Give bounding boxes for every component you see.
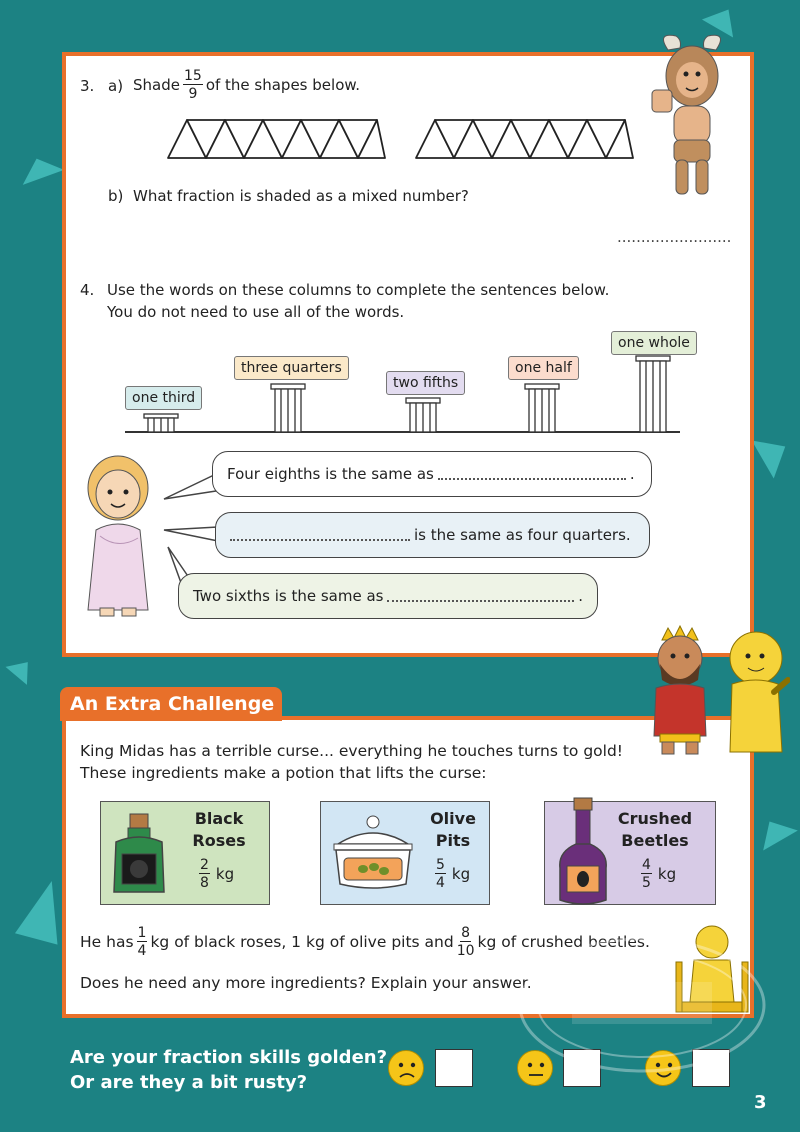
sentence3-answer-blank[interactable] [387, 590, 574, 602]
rating-checkbox-worried[interactable] [435, 1049, 473, 1087]
ingredient-1-unit: kg [215, 865, 235, 883]
decor-triangle [5, 653, 38, 685]
page-number: 3 [754, 1092, 767, 1113]
footer-line2: Or are they a bit rusty? [70, 1072, 308, 1094]
ingredient-2-name-line2: Pits [435, 831, 471, 851]
q3-part-a-label: a) [108, 77, 124, 95]
ingredient-1-name-line1: Black [194, 809, 244, 828]
challenge-title: An Extra Challenge [60, 687, 282, 721]
purple-bottle-icon [552, 796, 614, 908]
has-fraction-2 [457, 926, 475, 958]
columns-diagram [120, 350, 685, 440]
q3-number: 3. [80, 77, 95, 95]
speech-bubble-1 [212, 451, 652, 497]
q3-fraction [183, 69, 203, 101]
column-base-one-third [144, 414, 178, 432]
fraction-denominator: 4 [137, 943, 147, 959]
footer-question [70, 1045, 387, 1095]
column-label-two-fifths: two fifths [386, 371, 465, 395]
sentence2-answer-blank[interactable] [230, 529, 410, 541]
sentence1-answer-blank[interactable] [438, 468, 626, 480]
satyr-illustration [646, 30, 738, 200]
fraction-numerator: 1 [137, 925, 147, 941]
ingredient-3-amount [638, 858, 676, 890]
has-sentence-pre: He has [80, 933, 134, 951]
green-bottle-icon [108, 812, 170, 896]
q3-part-b-text: What fraction is shaded as a mixed number? [133, 187, 469, 205]
fraction-denominator: 8 [200, 875, 209, 891]
speech-bubble-3 [178, 573, 598, 619]
column-one-whole [636, 356, 670, 432]
has-sentence-post: kg of crushed beetles. [477, 933, 650, 951]
has-sentence [80, 922, 650, 962]
ingredient-1-name-line2: Roses [192, 831, 246, 851]
ingredient-3-unit: kg [657, 865, 677, 883]
rating-checkbox-neutral[interactable] [563, 1049, 601, 1087]
happy-face-glyph [646, 1051, 682, 1087]
column-two-fifths [406, 398, 440, 432]
q3-answer-line[interactable]: ........................ [617, 228, 732, 246]
ingredient-1-name [184, 808, 254, 853]
column-label-one-whole: one whole [611, 331, 697, 355]
worried-face-glyph [389, 1051, 425, 1087]
greek-girl-illustration [78, 450, 158, 618]
decor-triangle [752, 427, 797, 478]
sentence1-period: . [629, 465, 635, 483]
q3-instruction: of the shapes below. [205, 76, 361, 94]
fraction-denominator: 9 [188, 86, 198, 102]
challenge-intro-line2: These ingredients make a potion that lifts the curse: [80, 764, 487, 782]
ingredient-2-name-line1: Olive [430, 809, 476, 828]
fraction-numerator: 4 [642, 857, 651, 873]
ingredient-3-name [613, 808, 697, 853]
sentence3-period: . [578, 587, 583, 605]
q4-line2: You do not need to use all of the words. [107, 303, 405, 321]
ingredient-3-name-line1: Crushed [617, 809, 693, 828]
column-label-one-half: one half [508, 356, 579, 380]
neutral-face-icon [517, 1050, 553, 1086]
q3-part-b-label: b) [108, 187, 124, 205]
has-sentence-mid: kg of black roses, 1 kg of olive pits and [150, 933, 454, 951]
q3-part-a-text [133, 66, 360, 104]
q4-line1: Use the words on these columns to complete the sentences below. [107, 281, 610, 299]
challenge-intro-line1: King Midas has a terrible curse... everything he touches turns to gold! [80, 742, 624, 760]
ingredient-3-fraction [641, 858, 652, 890]
footer-line1: Are your fraction skills golden? [70, 1047, 388, 1068]
ingredient-3-name-line2: Beetles [621, 831, 689, 851]
fraction-denominator: 5 [642, 875, 651, 891]
ingredient-1-fraction [199, 858, 210, 890]
fraction-numerator: 2 [200, 857, 209, 873]
triangle-strips [166, 118, 636, 160]
fraction-denominator: 4 [436, 875, 445, 891]
fraction-numerator: 15 [183, 68, 202, 84]
decor-triangle [16, 151, 64, 185]
fraction-numerator: 8 [461, 925, 471, 941]
q4-number: 4. [80, 281, 95, 299]
gold-statue-illustration [672, 922, 752, 1016]
ingredient-2-amount [432, 858, 470, 890]
ingredient-1-amount [196, 858, 234, 890]
worried-face-icon [388, 1050, 424, 1086]
king-midas-illustration [640, 624, 790, 756]
has-fraction-1 [137, 926, 148, 958]
triangle-strip-left[interactable] [168, 120, 385, 158]
olive-jar-icon [328, 814, 418, 894]
happy-face-icon [645, 1050, 681, 1086]
neutral-face-glyph [518, 1051, 554, 1087]
column-three-quarters [271, 384, 305, 432]
speech-bubble-2 [215, 512, 650, 558]
fraction-denominator: 10 [456, 943, 475, 959]
ingredient-2-name [418, 808, 488, 853]
ingredient-2-fraction [435, 858, 446, 890]
sentence1-text: Four eighths is the same as [227, 465, 434, 483]
q3-shade-word: Shade [133, 76, 180, 94]
sentence3-text: Two sixths is the same as [193, 587, 384, 605]
challenge-question: Does he need any more ingredients? Explain your answer. [80, 974, 532, 992]
column-label-one-third: one third [125, 386, 202, 410]
decor-triangle [752, 811, 798, 850]
triangle-strip-right[interactable] [416, 120, 633, 158]
ingredient-2-unit: kg [451, 865, 471, 883]
column-label-three-quarters: three quarters [234, 356, 349, 380]
sentence2-text: is the same as four quarters. [414, 526, 631, 544]
fraction-numerator: 5 [436, 857, 445, 873]
column-one-half [525, 384, 559, 432]
rating-checkbox-happy[interactable] [692, 1049, 730, 1087]
